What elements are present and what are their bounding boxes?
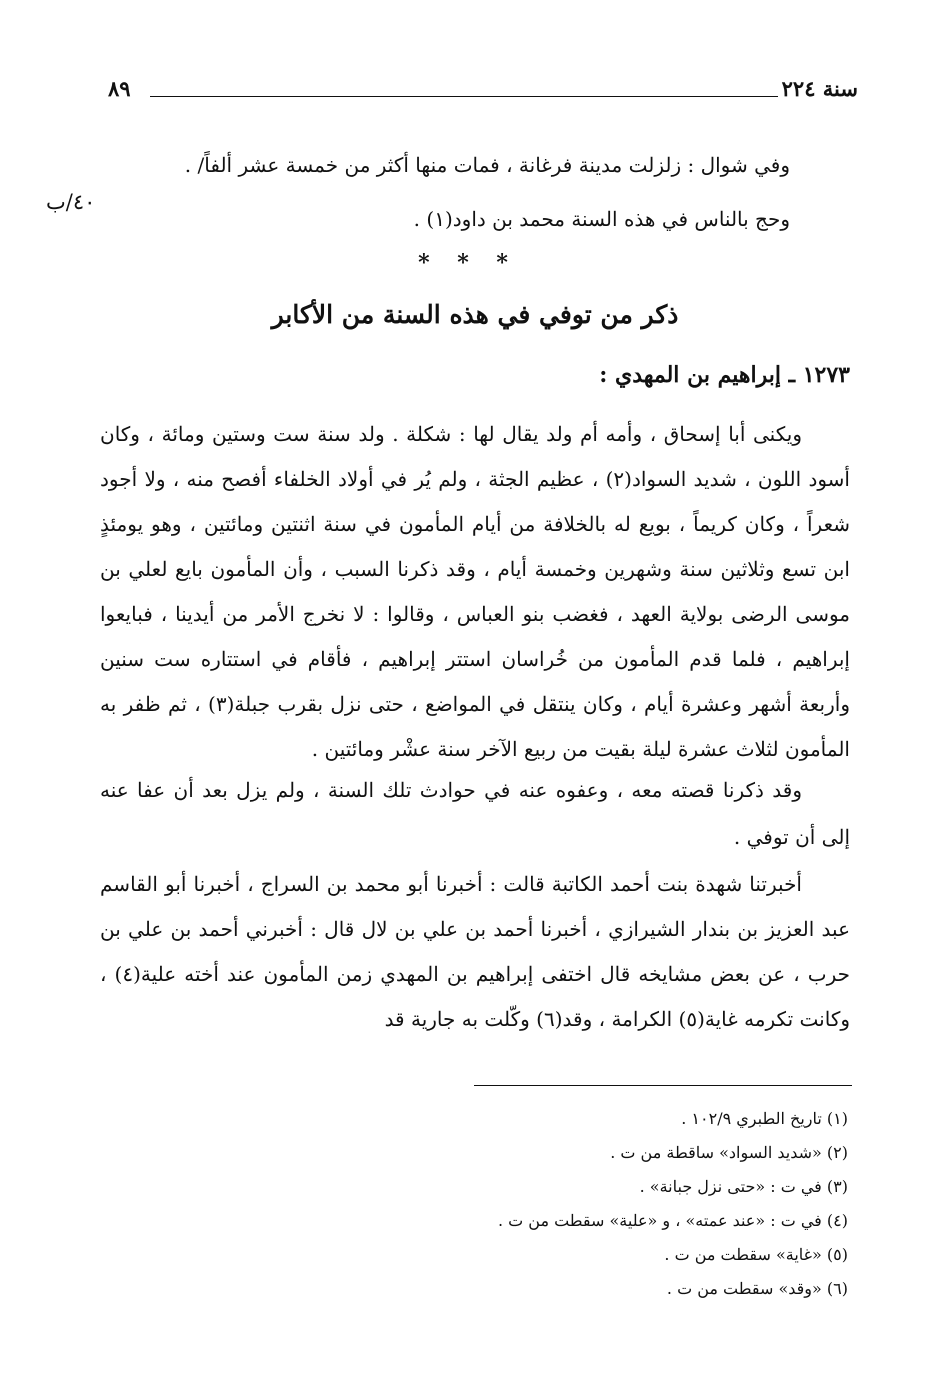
paragraph: ويكنى أبا إسحاق ، وأمه أم ولد يقال لها : شكلة . ولد سنة ست وستين ومائة ، وكان أسود اللون ، شديد السواد(٢) ، عظيم الجثة ، ولم يُر في أولاد الخلفاء أفصح منه ، ولا أجود شعراً ، وكان كريماً ، بويع له بالخلافة من أيام المأمون في سنة اثنتين ومائتين ، وهو يومئذٍ ابن تسع وثلاثين سنة وشهرين وخمسة أيام ، وقد ذكرنا السبب ، وأن المأمون بايع لعلي بن موسى الرضى بولاية العهد ، فغضب بنو العباس ، وقالوا : لا نخرج الأمر من أيدينا ، فبايعوا إبراهيم ، فلما قدم المأمون من خُراسان استتر إبراهيم ، فأقام في استتاره ست سنين وأربعة أشهر وعشرة أيام ، وكان ينتقل في المواضع ، حتى نزل بقرب جبلة(٣) ، ثم ظفر به المأمون لثلاث عشرة ليلة بقيت من ربيع الآخر سنة عشْر ومائتين . — [100, 422, 850, 761]
footnote: (٣) في ت : «حتى نزل جبانة» . — [639, 1177, 848, 1196]
text-line: وحج بالناس في هذه السنة محمد بن داود(١) . — [413, 207, 790, 231]
footnote: (٤) في ت : «عند عمته» ، و «علية» سقطت من ت . — [497, 1211, 848, 1230]
footnotes — [498, 1102, 848, 1306]
section-separator: * * * — [418, 250, 518, 276]
manuscript-folio-note: ٤٠/ب — [46, 190, 96, 214]
paragraph: وقد ذكرنا قصته معه ، وعفوه عنه في حوادث تلك السنة ، ولم يزل بعد أن عفا عنه إلى أن توفي . — [100, 778, 850, 849]
text-line: وفي شوال : زلزلت مدينة فرغانة ، فمات منها أكثر من خمسة عشر ألفاً/ . — [184, 153, 790, 177]
paragraph: أخبرتنا شهدة بنت أحمد الكاتبة قالت : أخبرنا أبو محمد بن السراج ، أخبرنا أبو القاسم عبد العزيز بن بندار الشيرازي ، أخبرنا أحمد بن علي بن لال قال : أخبرني أحمد بن علي بن حرب ، عن بعض مشايخه قال اختفى إبراهيم بن المهدي زمن المأمون عند أخته علية(٤) ، وكانت تكرمه غاية(٥) الكرامة ، وقد(٦) وكّلت به جارية قد — [100, 872, 850, 1031]
footnote: (١) تاريخ الطبري ١٠٢/٩ . — [681, 1109, 848, 1128]
entry-heading: ١٢٧٣ ـ إبراهيم بن المهدي : — [599, 362, 850, 388]
footnote: (٥) «غاية» سقطت من ت . — [664, 1245, 848, 1264]
footnote: (٢) «شديد السواد» ساقطة من ت . — [610, 1143, 848, 1162]
year-label: سنة ٢٢٤ — [781, 76, 858, 101]
footnote-rule — [474, 1085, 852, 1086]
footnote: (٦) «وقد» سقطت من ت . — [666, 1279, 848, 1298]
page-number: ٨٩ — [108, 76, 131, 101]
opening-lines — [100, 138, 850, 246]
header-rule — [150, 96, 778, 97]
section-title: ذكر من توفي في هذه السنة من الأكابر — [271, 300, 679, 329]
running-header — [108, 76, 858, 106]
